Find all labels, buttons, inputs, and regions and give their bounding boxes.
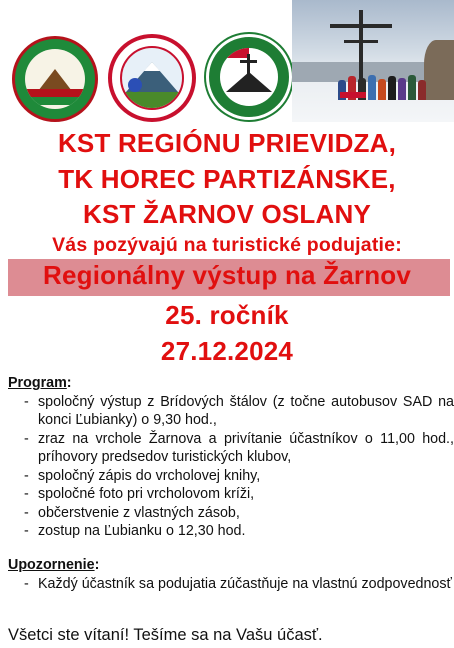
header-logos (0, 0, 454, 122)
event-edition: 25. ročník (165, 300, 289, 330)
event-date: 27.12.2024 (160, 336, 294, 366)
program-heading: Program: (8, 375, 72, 391)
kst-zarnov-oslany-logo (206, 34, 292, 120)
group-photo-at-summit-cross (292, 0, 454, 122)
organizer-line-1: KST REGIÓNU PRIEVIDZA, (57, 128, 397, 158)
organizer-line-2: TK HOREC PARTIZÁNSKE, (58, 164, 396, 194)
program-item: - spoločný výstup z Brídových štálov (z točne autobusov SAD na konci Ľubianky) o 9,30 hod., (8, 393, 454, 430)
program-item: - zostup na Ľubianku o 12,30 hod. (8, 522, 454, 541)
program-item: - zraz na vrchole Žarnova a privítanie účastníkov o 11,00 hod., príhovory predsedov turistických klubov, (8, 430, 454, 467)
warning-heading: Upozornenie: (8, 557, 100, 573)
warning-section (8, 556, 454, 593)
program-item: - občerstvenie z vlastných zásob, (8, 504, 454, 523)
program-item: - spoločné foto pri vrcholovom kríži, (8, 485, 454, 504)
closing-message: Všetci ste vítaní! Tešíme sa na Vašu účasť. (8, 626, 323, 644)
program-section (8, 374, 454, 541)
tk-horec-partizanske-logo (108, 34, 196, 122)
event-title: Regionálny výstup na Žarnov (42, 260, 412, 290)
warning-item: - Každý účastník sa podujatia zúčastňuje na vlastnú zodpovednosť (8, 575, 454, 594)
warning-title: Upozornenie (8, 557, 95, 573)
kst-regionu-prievidza-logo (12, 36, 98, 122)
program-item: - spoločný zápis do vrcholovej knihy, (8, 467, 454, 486)
invitation-line: Vás pozývajú na turistické podujatie: (52, 234, 402, 256)
organizer-line-3: KST ŽARNOV OSLANY (83, 199, 371, 229)
program-title: Program (8, 375, 67, 391)
